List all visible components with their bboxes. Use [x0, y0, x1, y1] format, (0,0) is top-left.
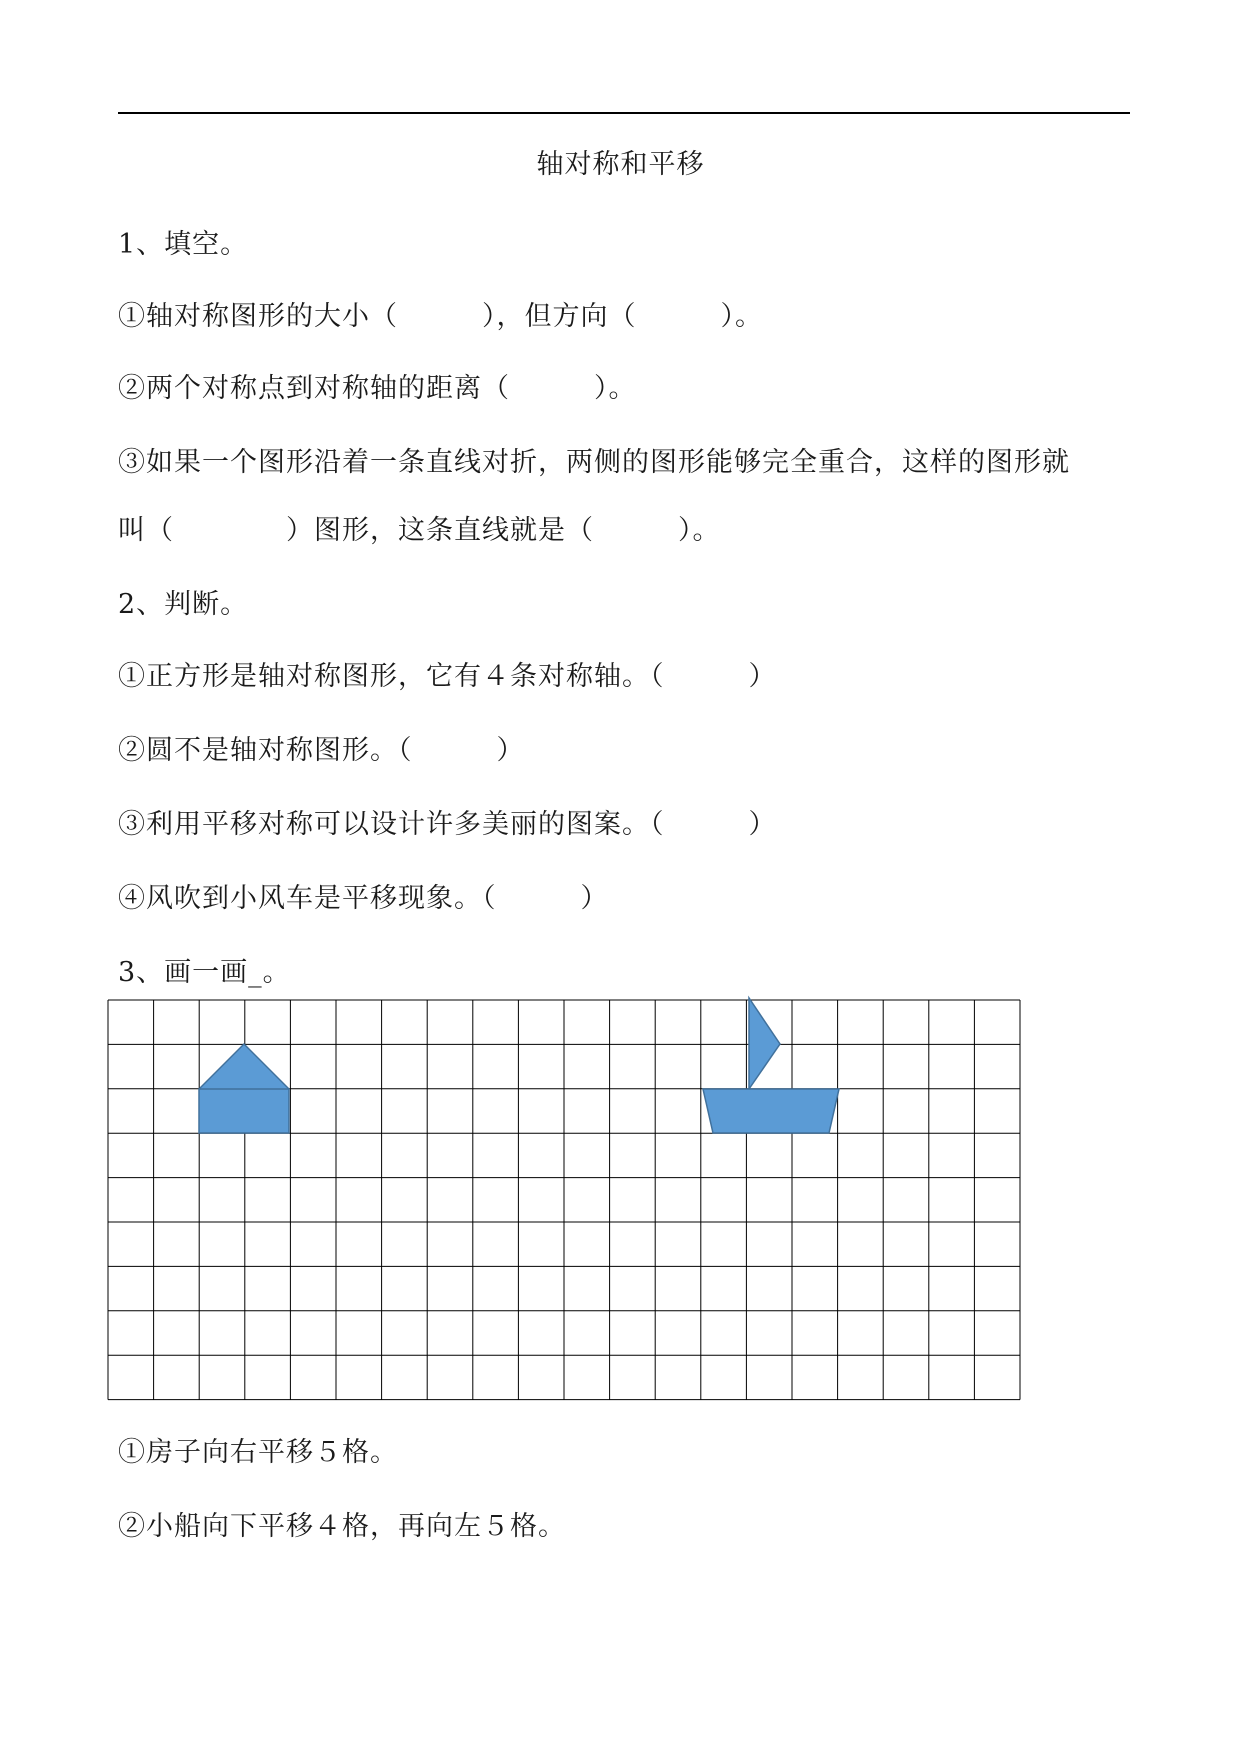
section3-heading: 3、画一画_。 — [118, 957, 291, 988]
section1-q3-line1: ③如果一个图形沿着一条直线对折，两侧的图形能够完全重合，这样的图形就 — [118, 447, 1070, 478]
section1-q3-line2: 叫（ ）图形，这条直线就是（ ）。 — [118, 515, 721, 546]
section1-q1: ①轴对称图形的大小（ ），但方向（ ）。 — [118, 301, 763, 332]
section3-q2: ②小船向下平移４格，再向左５格。 — [118, 1511, 566, 1542]
boat-sail-shape — [749, 998, 780, 1089]
section1-heading: 1、填空。 — [118, 229, 249, 260]
page-title: 轴对称和平移 — [536, 149, 705, 180]
section2-q3: ③利用平移对称可以设计许多美丽的图案。（ ） — [118, 809, 777, 840]
section2-q2: ②圆不是轴对称图形。（ ） — [118, 735, 525, 766]
boat-hull-shape — [703, 1089, 839, 1133]
section3-q1: ①房子向右平移５格。 — [118, 1437, 398, 1468]
section1-q2: ②两个对称点到对称轴的距离（ ）。 — [118, 373, 637, 404]
section2-q4: ④风吹到小风车是平移现象。（ ） — [118, 883, 609, 914]
section2-q1: ①正方形是轴对称图形，它有４条对称轴。（ ） — [118, 661, 777, 692]
section2-heading: 2、判断。 — [118, 589, 249, 620]
